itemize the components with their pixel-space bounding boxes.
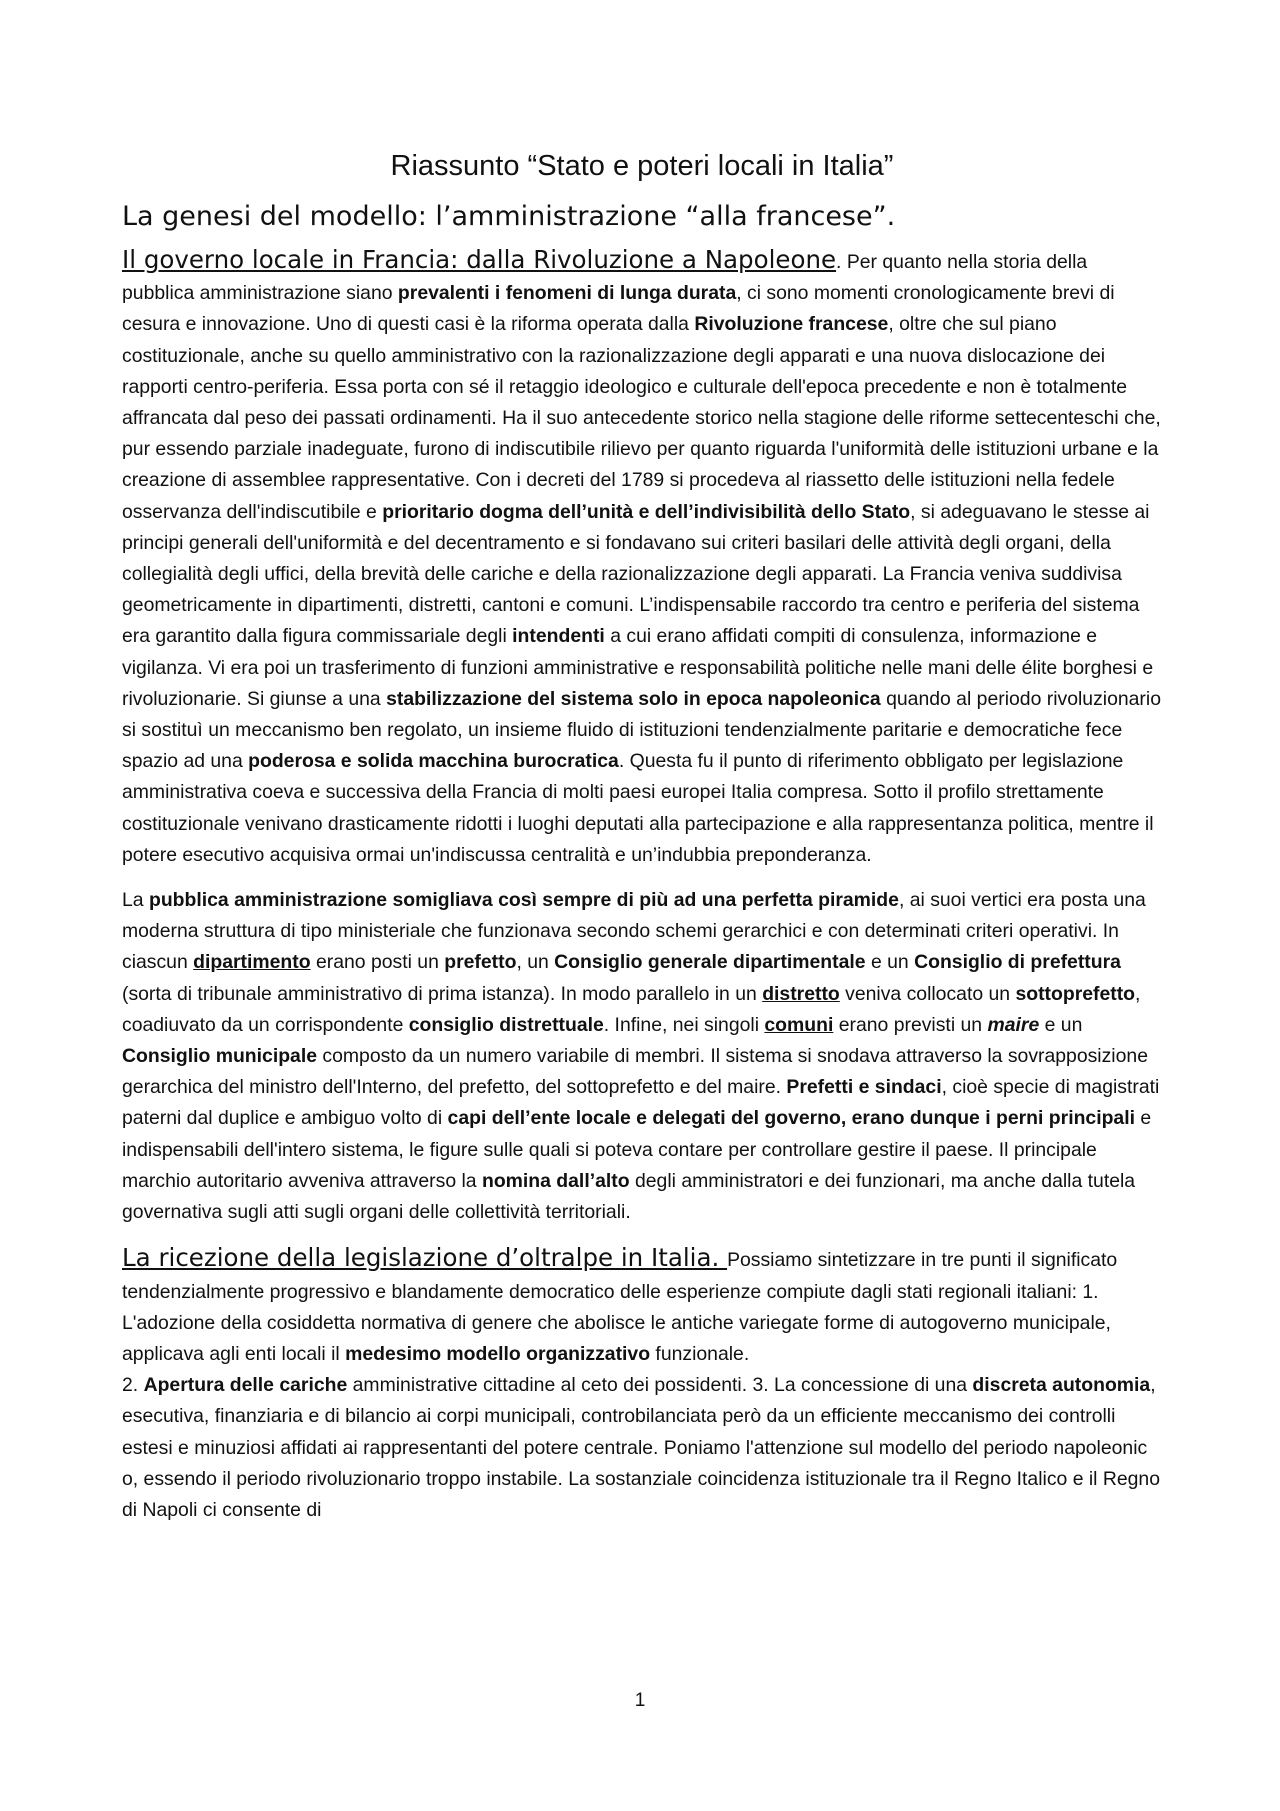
section-heading: La genesi del modello: l’amministrazione “alla francese”.: [122, 201, 896, 232]
paragraph-piramide: La pubblica amministrazione somigliava così sempre di più ad una perfetta piramide, ai suoi vertici era posta una moderna struttura di tipo ministeriale che funzionava secondo schemi gerarchici e con determinati criteri operativi. In ciascun dipartimento erano posti un prefetto, un Consiglio generale dipartimentale e un Consiglio di prefettura (sorta di tribunale amministrativo di prima istanza). In modo parallelo in un distretto veniva collocato un sottoprefetto, coadiuvato da un corrispondente consiglio distrettuale. Infine, nei singoli comuni erano previsti un maire e un Consiglio municipale composto da un numero variabile di membri. Il sistema si snodava attraverso la sovrapposizione gerarchica del ministro dell'Interno, del prefetto, del sottoprefetto e del maire. Prefetti e sindaci, cioè specie di magistrati paterni dal duplice e ambiguo volto di capi dell’ente locale e delegati del governo, erano dunque i perni principali e indispensabili dell'intero sistema, le figure sulle quali si poteva contare per controllare gestire il paese. Il principale marchio autoritario avveniva attraverso la nomina dall’alto degli amministratori e dei funzionari, ma anche dalla tutela governativa sugli atti sugli organi delle collettività territoriali.: [122, 889, 1160, 1224]
paragraph-ricezione: La ricezione della legislazione d’oltralpe in Italia. Possiamo sintetizzare in tre punti il significato tendenzialmente progressivo e blandamente democratico delle esperienze compiute dagli stati regionali italiani: 1. L'adozione della cosiddetta normativa di genere che abolisce le antiche variegate forme di autogoverno municipale, applicava agli enti locali il medesimo modello organizzativo funzionale. 2. Apertura delle cariche amministrative cittadine al ceto dei possidenti. 3. La concessione di una discreta autonomia, esecutiva, finanziaria e di bilancio ai corpi municipali, controbilanciata però da un efficiente meccanismo dei controlli estesi e minuziosi affidati ai rappresentanti del potere centrale. Poniamo l'attenzione sul modello del periodo napoleonic o, essendo il periodo rivoluzionario troppo instabile. La sostanziale coincidenza istituzionale tra il Regno Italico e il Regno di Napoli ci consente di: [122, 1243, 1161, 1521]
paragraph-governo-locale: Il governo locale in Francia: dalla Rivoluzione a Napoleone. Per quanto nella storia della pubblica amministrazione siano prevalenti i fenomeni di lunga durata, ci sono momenti cronologicamente brevi di cesura e innovazione. Uno di questi casi è la riforma operata dalla Rivoluzione francese, oltre che sul piano costituzionale, anche su quello amministrativo con la razionalizzazione degli apparati e una nuova dislocazione dei rapporti centro-periferia. Essa porta con sé il retaggio ideologico e culturale dell'epoca precedente e non è totalmente affrancata dal peso dei passati ordinamenti. Ha il suo antecedente storico nella stagione delle riforme settecenteschi che, pur essendo parziale inadeguate, furono di indiscutibile rilievo per quanto riguarda l'uniformità delle istituzioni urbane e la creazione di assemblee rappresentative. Con i decreti del 1789 si procedeva al riassetto delle istituzioni nella fedele osservanza dell'indiscutibile e prioritario dogma dell’unità e dell’indivisibilità dello Stato, si adeguavano le stesse ai principi generali dell'uniformità e del decentramento e si fondavano sui criteri basilari delle attività degli organi, della collegialità degli uffici, della brevità delle cariche e della razionalizzazione degli apparati. La Francia veniva suddivisa geometricamente in dipartimenti, distretti, cantoni e comuni. L’indispensabile raccordo tra centro e periferia del sistema era garantito dalla figura commissariale degli intendenti a cui erano affidati compiti di consulenza, informazione e vigilanza. Vi era poi un trasferimento di funzioni amministrative e responsabilità politiche nelle mani delle élite borghesi e rivoluzionarie. Si giunse a una stabilizzazione del sistema solo in epoca napoleonica quando al periodo rivoluzionario si sostituì un meccanismo ben regolato, un insieme fluido di istituzioni tendenzialmente paritarie e democratiche fece spazio ad una poderosa e solida macchina burocratica. Questa fu il punto di riferimento obbligato per legislazione amministrativa coeva e successiva della Francia di molti paesi europei Italia compresa. Sotto il profilo strettamente costituzionale venivano drasticamente ridotti i luoghi deputati alla partecipazione e alla rappresentanza politica, mentre il potere esecutivo acquisiva ormai un'indiscussa centralità e un’indubbia preponderanza.: [122, 245, 1161, 866]
paragraph-lead-heading: Il governo locale in Francia: dalla Rivoluzione a Napoleone: [122, 245, 837, 274]
paragraph-lead-heading: La ricezione della legislazione d’oltralpe in Italia.: [122, 1243, 728, 1273]
page-number: 1: [634, 1690, 646, 1711]
document-title: Riassunto “Stato e poteri locali in Italia”: [390, 150, 894, 182]
